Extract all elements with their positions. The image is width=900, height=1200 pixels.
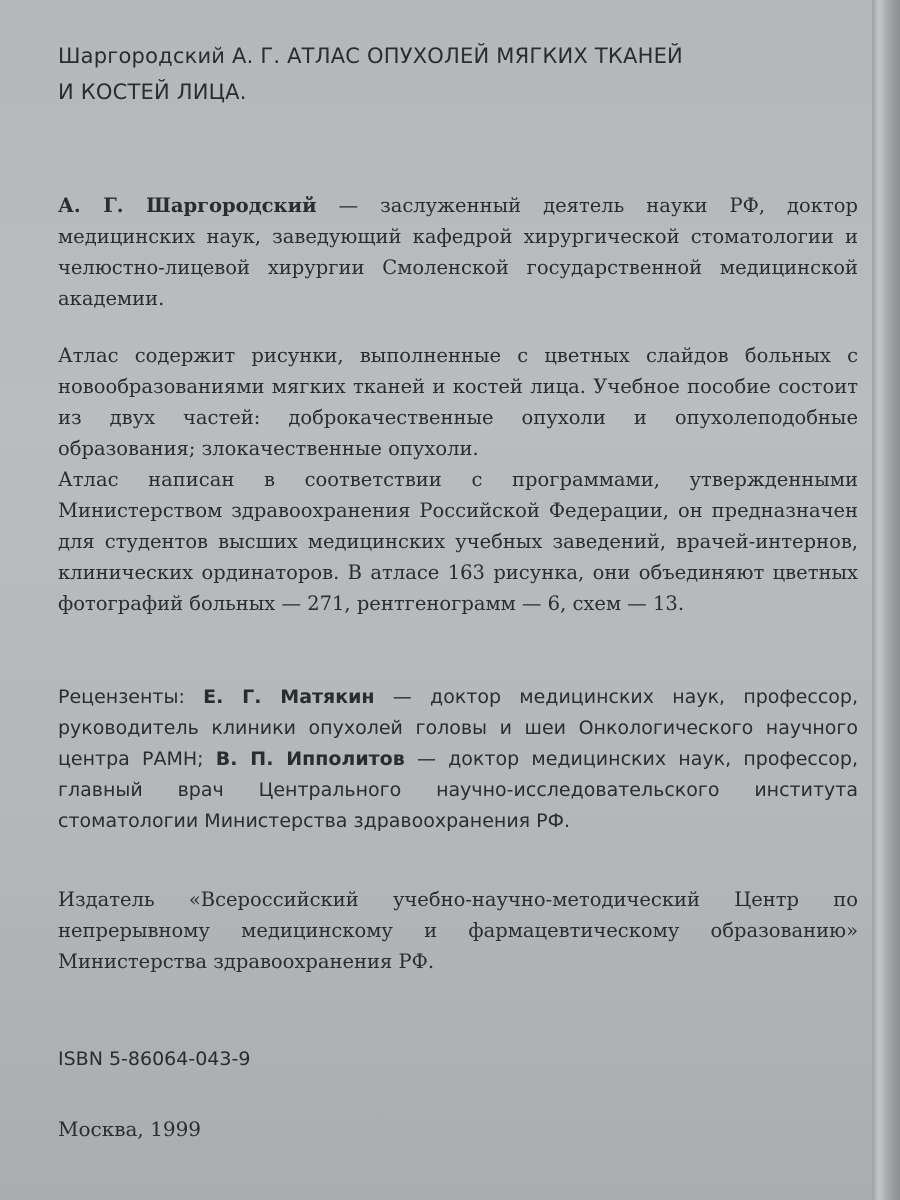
page-edge [872,0,900,1200]
description-paragraph-1: Атлас содержит рисунки, выполненные с цветных слайдов больных с новообразованиями мягких тканей и костей лица. Учебное пособие состоит из двух частей: доброкачественные опухоли и опухолеподобные образования; злокачественные опухоли. [58,344,858,460]
publisher-info [58,884,858,977]
book-title [58,38,858,110]
book-description [58,340,858,619]
reviewers-section [58,682,858,837]
reviewer-1-description: — доктор медицинских наук, профессор, руководитель клиники опухолей головы и шеи Онкологического научного центра РАМН; [58,686,858,770]
reviewer-2-name: В. П. Ипполитов [215,748,405,770]
isbn: ISBN 5-86064-043-9 [58,1048,251,1070]
reviewer-2-description: — доктор медицинских наук, профессор, главный врач Центрального научно-исследовательского института стоматологии Министерства здравоохранения РФ. [58,748,859,832]
description-paragraph-2: Атлас написан в соответствии с программами, утвержденными Министерством здравоохранения Российской Федерации, он предназначен для студентов высших медицинских учебных заведений, врачей-интернов, клинических ординаторов. В атласе 163 рисунка, они объединяют цветных фотографий больных — 271, рентгенограмм — 6, схем — 13. [58,468,858,615]
author-description: — заслуженный деятель науки РФ, доктор медицинских наук, заведующий кафедрой хирургической стоматологии и челюстно-лицевой хирургии Смоленской государственной медицинской академии. [58,194,858,310]
reviewers-label: Рецензенты: [58,686,204,708]
author-info [58,190,858,314]
title-line-1: Шаргородский А. Г. АТЛАС ОПУХОЛЕЙ МЯГКИХ ТКАНЕЙ [58,44,683,68]
publisher-text: Издатель «Всероссийский учебно-научно-методический Центр по непрерывному медицинскому и фармацевтическому образованию» Министерства здравоохранения РФ. [58,888,858,973]
author-name: А. Г. Шаргородский [58,194,317,217]
city-year: Москва, 1999 [58,1117,202,1141]
reviewers-paragraph [58,682,858,837]
author-paragraph [58,190,858,314]
title-line-2: И КОСТЕЙ ЛИЦА. [58,80,247,104]
reviewer-1-name: Е. Г. Матякин [203,686,375,708]
